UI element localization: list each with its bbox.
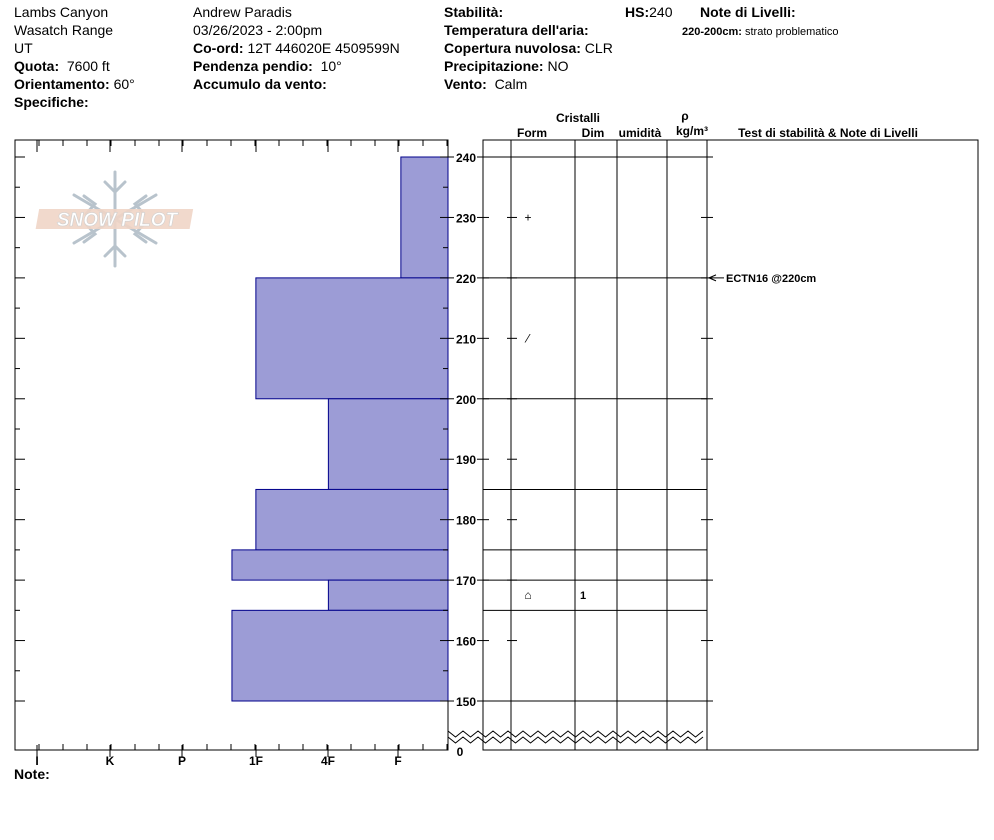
- coordinates: Co-ord: 12T 446020E 4509599N: [193, 40, 400, 56]
- layer-notes-label: Note di Livelli:: [700, 4, 796, 20]
- layer-bar-4: [232, 550, 448, 580]
- crystal-form-symbol: ⌂: [524, 588, 532, 603]
- test-result-label: ECTN16 @220cm: [726, 272, 817, 285]
- state-name: UT: [14, 40, 33, 56]
- height-label-190: 190: [455, 453, 477, 468]
- hardness-label-4F: 4F: [320, 754, 336, 768]
- crystals-header: Cristalli: [555, 111, 601, 125]
- layer-bar-6: [232, 610, 448, 701]
- precipitation: Precipitazione: NO: [444, 58, 569, 74]
- hardness-label-F: F: [394, 754, 402, 768]
- datetime: 03/26/2023 - 2:00pm: [193, 22, 323, 38]
- height-label-zero: 0: [456, 745, 464, 759]
- height-label-230: 230: [455, 211, 477, 226]
- hardness-label-1F: 1F: [248, 754, 264, 768]
- logo-text: SNOW PILOT: [56, 210, 178, 231]
- hardness-label-P: P: [177, 754, 187, 768]
- observer-name: Andrew Paradis: [193, 4, 292, 20]
- form-header: Form: [517, 126, 547, 140]
- table-grid: [483, 140, 816, 750]
- wind-loading-label: Accumulo da vento:: [193, 76, 327, 92]
- notes-label: Note:: [14, 766, 50, 782]
- crystal-form-symbol: +: [524, 210, 532, 225]
- layer-bar-3: [256, 489, 448, 549]
- specifics-label: Specifiche:: [14, 94, 89, 110]
- range-name: Wasatch Range: [14, 22, 114, 38]
- height-label-240: 240: [455, 151, 477, 165]
- cloud-cover: Copertura nuvolosa: CLR: [444, 40, 613, 56]
- snow-height: HS:240: [625, 4, 673, 20]
- data-table-frame: [483, 140, 978, 750]
- density-unit-header: kg/m³: [675, 124, 709, 138]
- layer-bar-1: [256, 278, 448, 399]
- stability-label: Stabilità:: [444, 4, 504, 20]
- crystal-size-value: 1: [579, 590, 587, 603]
- height-label-170: 170: [455, 574, 477, 589]
- tests-header: Test di stabilità & Note di Livelli: [738, 126, 918, 140]
- location-name: Lambs Canyon: [14, 4, 109, 20]
- crystal-form-symbol: ⁄: [526, 331, 530, 346]
- size-header: Dim: [581, 126, 605, 140]
- height-label-180: 180: [455, 513, 477, 528]
- layer-bar-2: [328, 399, 448, 490]
- height-label-220: 220: [455, 271, 477, 286]
- rho-header: ρ: [681, 109, 689, 123]
- height-label-150: 150: [455, 695, 477, 709]
- aspect: Orientamento: 60°: [14, 76, 135, 92]
- hardness-label-K: K: [105, 754, 115, 768]
- elevation: Quota: 7600 ft: [14, 58, 110, 74]
- layer-bars: [232, 157, 448, 701]
- slope: Pendenza pendio: 10°: [193, 58, 342, 74]
- layer-note: 220-200cm: strato problematico: [682, 26, 839, 38]
- layer-bar-5: [328, 580, 448, 610]
- wind: Vento: Calm: [444, 76, 528, 92]
- moisture-header: umidità: [618, 126, 662, 140]
- air-temp-label: Temperatura dell'aria:: [444, 22, 589, 38]
- height-label-160: 160: [455, 634, 477, 649]
- height-label-210: 210: [455, 332, 477, 347]
- hardness-label-I: I: [35, 754, 39, 768]
- height-label-200: 200: [455, 392, 477, 407]
